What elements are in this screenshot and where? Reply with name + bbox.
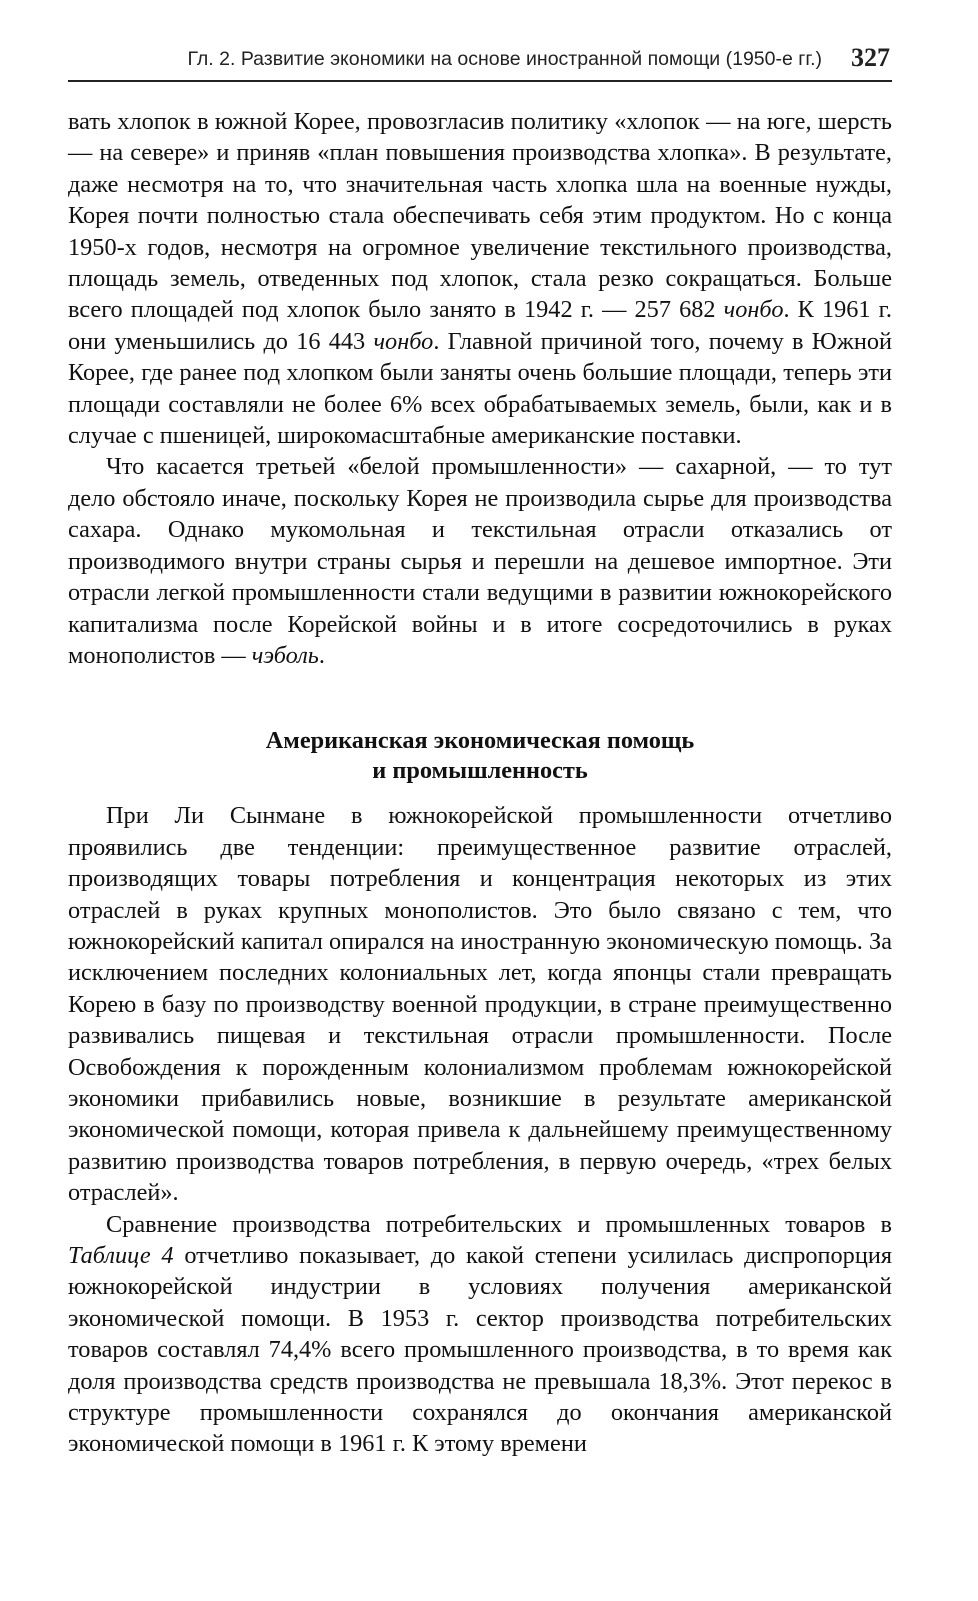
page-number: 327	[851, 43, 890, 72]
section-heading	[68, 726, 892, 786]
running-header-title: Гл. 2. Развитие экономики на основе иностранной помощи (1950-е гг.)	[187, 48, 822, 70]
section-heading-line: и промышленность	[372, 757, 588, 785]
paragraph-industry: При Ли Сынмане в южнокорейской промышленности отчетливо проявились две тенденции: преимущественное развитие отраслей, производящих товары потребления и концентрация некоторых из этих отраслей в руках крупных монополистов. Это было связано с тем, что южнокорейский капитал опирался на иностранную экономическую помощь. За исключением последних колониальных лет, когда японцы стали превращать Корею в базу по производству военной продукции, в стране преимущественно развивались пищевая и текстильная отрасли промышленности. После Освобождения к порожденным колониализмом проблемам южнокорейской экономики прибавились новые, возникшие в результате американской экономической помощи, которая привела к дальнейшему преимущественному развитию производства товаров потребления, в первую очередь, «трех белых отраслей».	[68, 802, 892, 1207]
section-heading-line: Американская экономическая помощь	[265, 727, 695, 755]
paragraph-text: Сравнение производства потребительских и промышленных товаров в	[106, 1210, 892, 1238]
paragraph-text: . Главной причиной того, почему в Южной Корее, где ранее под хлопком были заняты очень большие площади, теперь эти площади составляли не более 6% всех обрабатываемых земель, были, как и в случае с пшеницей, широкомасштабные американские поставки.	[68, 327, 892, 450]
paragraph-text: Что касается третьей «белой промышленности» — сахарной, — то тут дело обстояло иначе, поскольку Корея не производила сырье для производства сахара. Однако мукомольная и текстильная отрасли отказались от производимого внутри страны сырья и перешли на дешевое импортное. Эти отрасли легкой промышленности стали ведущими в развитии южнокорейского капитализма после Корейской войны и в итоге сосредоточились в руках монополистов —	[68, 453, 892, 669]
paragraph-cotton	[68, 106, 892, 451]
paragraph-comparison	[68, 1209, 892, 1460]
paragraph-sugar	[68, 451, 892, 671]
paragraph-text: вать хлопок в южной Корее, провозгласив политику «хлопок — на юге, шерсть — на севере» и приняв «план повышения производства хлопка». В результате, даже несмотря на то, что значительная часть хлопка шла на военные нужды, Корея почти полностью стала обеспечивать себя этим продуктом. Но с конца 1950-х годов, несмотря на огромное увеличение текстильного производства, площадь земель, отведенных под хлопок, стала резко сокращаться. Больше всего площадей под хлопок было занято в 1942 г. — 257 682	[68, 108, 892, 324]
paragraph-text: . К 1961 г. они уменьшились до 16 443	[68, 296, 892, 355]
italic-term: чэболь	[251, 641, 319, 669]
italic-term: чонбо	[723, 296, 784, 324]
page-body	[68, 106, 892, 1460]
paragraph-text: .	[318, 641, 325, 669]
paragraph-text: отчетливо показывает, до какой степени усилилась диспропорция южнокорейской индустрии в условиях получения американской экономической помощи. В 1953 г. сектор производства потребительских товаров составлял 74,4% всего промышленного производства, в то время как доля производства средств производства не превышала 18,3%. Этот перекос в структуре промышленности сохранялся до окончания американской экономической помощи в 1961 г. К этому времени	[68, 1242, 893, 1458]
table-reference: Таблице 4	[68, 1242, 174, 1269]
italic-term: чонбо	[373, 327, 434, 355]
running-header	[68, 40, 892, 82]
